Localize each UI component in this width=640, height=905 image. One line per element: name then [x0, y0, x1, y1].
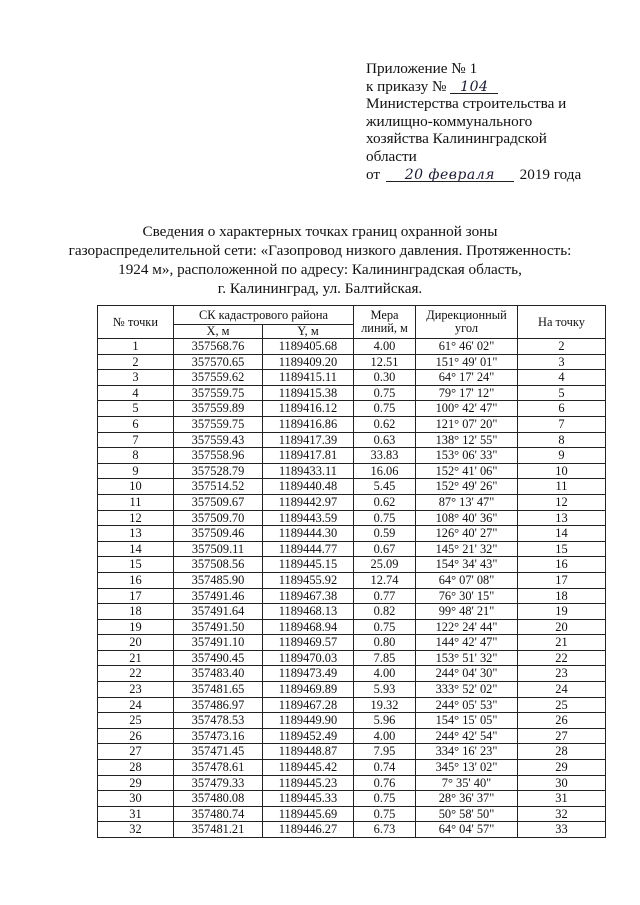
appendix-header — [366, 60, 636, 183]
length-cell: 12.51 — [354, 354, 416, 370]
y-cell: 1189446.27 — [263, 822, 354, 838]
angle-cell: 153° 51' 32" — [416, 650, 518, 666]
y-cell: 1189409.20 — [263, 354, 354, 370]
y-cell: 1189440.48 — [263, 479, 354, 495]
point-cell: 15 — [98, 557, 174, 573]
header-y: Y, м — [263, 325, 354, 339]
ministry-line-1: Министерства строительства и — [366, 95, 567, 113]
order-date-handwritten: 20 февраля — [404, 166, 495, 183]
length-cell: 0.63 — [354, 432, 416, 448]
angle-cell: 64° 07' 08" — [416, 572, 518, 588]
length-cell: 4.00 — [354, 728, 416, 744]
y-cell: 1189445.15 — [263, 557, 354, 573]
length-cell: 6.73 — [354, 822, 416, 838]
x-cell: 357480.08 — [174, 791, 263, 807]
to-point-cell: 29 — [518, 760, 606, 776]
length-cell: 16.06 — [354, 463, 416, 479]
point-cell: 31 — [98, 806, 174, 822]
y-cell: 1189468.13 — [263, 604, 354, 620]
title-line-1: Сведения о характерных точках границ охранной зоны — [142, 223, 498, 240]
x-cell: 357508.56 — [174, 557, 263, 573]
point-cell: 1 — [98, 339, 174, 355]
angle-cell: 108° 40' 36" — [416, 510, 518, 526]
table-row — [98, 822, 606, 838]
header-line-length-l1: Мера — [370, 308, 399, 322]
x-cell: 357486.97 — [174, 697, 263, 713]
length-cell: 4.00 — [354, 666, 416, 682]
table-row — [98, 713, 606, 729]
to-point-cell: 25 — [518, 697, 606, 713]
table-row — [98, 448, 606, 464]
date-suffix: 2019 года — [519, 165, 582, 183]
x-cell: 357559.75 — [174, 416, 263, 432]
x-cell: 357528.79 — [174, 463, 263, 479]
angle-cell: 87° 13' 47" — [416, 494, 518, 510]
to-point-cell: 24 — [518, 682, 606, 698]
appendix-title: Приложение № 1 — [366, 60, 478, 77]
y-cell: 1189417.81 — [263, 448, 354, 464]
to-point-cell: 31 — [518, 791, 606, 807]
to-point-cell: 17 — [518, 572, 606, 588]
point-cell: 22 — [98, 666, 174, 682]
header-direction-angle-l2: угол — [454, 321, 479, 335]
point-cell: 20 — [98, 635, 174, 651]
table-row — [98, 354, 606, 370]
document-title — [40, 222, 600, 298]
header-x: X, м — [174, 325, 263, 339]
to-point-cell: 27 — [518, 728, 606, 744]
y-cell: 1189416.86 — [263, 416, 354, 432]
to-point-cell: 26 — [518, 713, 606, 729]
angle-cell: 100° 42' 47" — [416, 401, 518, 417]
x-cell: 357509.11 — [174, 541, 263, 557]
y-cell: 1189452.49 — [263, 728, 354, 744]
x-cell: 357481.65 — [174, 682, 263, 698]
table-row — [98, 650, 606, 666]
length-cell: 25.09 — [354, 557, 416, 573]
to-point-cell: 9 — [518, 448, 606, 464]
y-cell: 1189468.94 — [263, 619, 354, 635]
x-cell: 357559.75 — [174, 385, 263, 401]
table-row — [98, 526, 606, 542]
table-row — [98, 385, 606, 401]
header-line-length-l2: линий, м — [361, 321, 408, 335]
angle-cell: 151° 49' 01" — [416, 354, 518, 370]
length-cell: 5.96 — [354, 713, 416, 729]
to-point-cell: 28 — [518, 744, 606, 760]
table-row — [98, 744, 606, 760]
y-cell: 1189473.49 — [263, 666, 354, 682]
point-cell: 21 — [98, 650, 174, 666]
ministry-line-2: жилищно-коммунального — [366, 112, 533, 130]
angle-cell: 79° 17' 12" — [416, 385, 518, 401]
angle-cell: 154° 34' 43" — [416, 557, 518, 573]
to-point-cell: 30 — [518, 775, 606, 791]
angle-cell: 76° 30' 15" — [416, 588, 518, 604]
y-cell: 1189445.23 — [263, 775, 354, 791]
y-cell: 1189433.11 — [263, 463, 354, 479]
header-direction-angle — [416, 306, 518, 339]
x-cell: 357491.46 — [174, 588, 263, 604]
point-cell: 29 — [98, 775, 174, 791]
table-row — [98, 463, 606, 479]
order-number-handwritten: 104 — [460, 78, 489, 95]
to-point-cell: 21 — [518, 635, 606, 651]
y-cell: 1189445.69 — [263, 806, 354, 822]
x-cell: 357473.16 — [174, 728, 263, 744]
point-cell: 16 — [98, 572, 174, 588]
table-row — [98, 339, 606, 355]
order-date-field — [386, 166, 514, 182]
order-date-line — [366, 166, 636, 184]
y-cell: 1189444.77 — [263, 541, 354, 557]
header-line-length — [354, 306, 416, 339]
points-table — [97, 305, 606, 838]
angle-cell: 244° 42' 54" — [416, 728, 518, 744]
point-cell: 27 — [98, 744, 174, 760]
to-point-cell: 32 — [518, 806, 606, 822]
angle-cell: 152° 49' 26" — [416, 479, 518, 495]
angle-cell: 244° 05' 53" — [416, 697, 518, 713]
y-cell: 1189405.68 — [263, 339, 354, 355]
point-cell: 28 — [98, 760, 174, 776]
table-row — [98, 728, 606, 744]
x-cell: 357491.10 — [174, 635, 263, 651]
y-cell: 1189467.28 — [263, 697, 354, 713]
table-row — [98, 775, 606, 791]
point-cell: 26 — [98, 728, 174, 744]
point-cell: 32 — [98, 822, 174, 838]
y-cell: 1189445.33 — [263, 791, 354, 807]
table-row — [98, 370, 606, 386]
title-line-3: 1924 м», расположенной по адресу: Калининградская область, — [118, 261, 522, 278]
x-cell: 357480.74 — [174, 806, 263, 822]
angle-cell: 152° 41' 06" — [416, 463, 518, 479]
x-cell: 357568.76 — [174, 339, 263, 355]
angle-cell: 126° 40' 27" — [416, 526, 518, 542]
to-point-cell: 19 — [518, 604, 606, 620]
angle-cell: 7° 35' 40" — [416, 775, 518, 791]
length-cell: 5.93 — [354, 682, 416, 698]
y-cell: 1189443.59 — [263, 510, 354, 526]
table-body — [98, 339, 606, 838]
x-cell: 357509.46 — [174, 526, 263, 542]
length-cell: 0.76 — [354, 775, 416, 791]
length-cell: 7.85 — [354, 650, 416, 666]
table-row — [98, 760, 606, 776]
angle-cell: 121° 07' 20" — [416, 416, 518, 432]
to-point-cell: 11 — [518, 479, 606, 495]
table-row — [98, 479, 606, 495]
header-to-point: На точку — [518, 306, 606, 339]
angle-cell: 61° 46' 02" — [416, 339, 518, 355]
x-cell: 357481.21 — [174, 822, 263, 838]
to-point-cell: 14 — [518, 526, 606, 542]
table-row — [98, 541, 606, 557]
y-cell: 1189442.97 — [263, 494, 354, 510]
point-cell: 11 — [98, 494, 174, 510]
length-cell: 0.75 — [354, 385, 416, 401]
angle-cell: 122° 24' 44" — [416, 619, 518, 635]
x-cell: 357485.90 — [174, 572, 263, 588]
title-line-4: г. Калининград, ул. Балтийская. — [217, 280, 423, 297]
angle-cell: 64° 04' 57" — [416, 822, 518, 838]
header-direction-angle-l1: Дирекционный — [426, 308, 507, 322]
table-row — [98, 432, 606, 448]
point-cell: 3 — [98, 370, 174, 386]
point-cell: 2 — [98, 354, 174, 370]
length-cell: 0.74 — [354, 760, 416, 776]
y-cell: 1189469.89 — [263, 682, 354, 698]
x-cell: 357509.70 — [174, 510, 263, 526]
length-cell: 0.75 — [354, 401, 416, 417]
to-point-cell: 20 — [518, 619, 606, 635]
table-row — [98, 697, 606, 713]
to-point-cell: 18 — [518, 588, 606, 604]
point-cell: 14 — [98, 541, 174, 557]
length-cell: 0.75 — [354, 510, 416, 526]
x-cell: 357491.50 — [174, 619, 263, 635]
to-point-cell: 12 — [518, 494, 606, 510]
angle-cell: 28° 36' 37" — [416, 791, 518, 807]
x-cell: 357478.61 — [174, 760, 263, 776]
y-cell: 1189455.92 — [263, 572, 354, 588]
order-number-field — [450, 78, 498, 94]
x-cell: 357559.43 — [174, 432, 263, 448]
y-cell: 1189416.12 — [263, 401, 354, 417]
table-row — [98, 588, 606, 604]
point-cell: 24 — [98, 697, 174, 713]
y-cell: 1189415.38 — [263, 385, 354, 401]
y-cell: 1189449.90 — [263, 713, 354, 729]
to-point-cell: 3 — [518, 354, 606, 370]
length-cell: 0.77 — [354, 588, 416, 604]
y-cell: 1189444.30 — [263, 526, 354, 542]
length-cell: 0.82 — [354, 604, 416, 620]
angle-cell: 64° 17' 24" — [416, 370, 518, 386]
order-number-line — [366, 78, 636, 96]
header-sk: СК кадастрового района — [174, 306, 354, 325]
table-header — [98, 306, 606, 339]
point-cell: 23 — [98, 682, 174, 698]
to-point-cell: 5 — [518, 385, 606, 401]
to-point-cell: 22 — [518, 650, 606, 666]
x-cell: 357483.40 — [174, 666, 263, 682]
to-point-cell: 10 — [518, 463, 606, 479]
angle-cell: 345° 13' 02" — [416, 760, 518, 776]
length-cell: 33.83 — [354, 448, 416, 464]
order-prefix: к приказу № — [366, 77, 447, 95]
ministry-line-4: области — [366, 147, 417, 165]
table-row — [98, 604, 606, 620]
x-cell: 357570.65 — [174, 354, 263, 370]
x-cell: 357471.45 — [174, 744, 263, 760]
to-point-cell: 4 — [518, 370, 606, 386]
point-cell: 25 — [98, 713, 174, 729]
length-cell: 0.75 — [354, 806, 416, 822]
angle-cell: 99° 48' 21" — [416, 604, 518, 620]
x-cell: 357559.89 — [174, 401, 263, 417]
table-row — [98, 791, 606, 807]
point-cell: 5 — [98, 401, 174, 417]
y-cell: 1189470.03 — [263, 650, 354, 666]
header-point-number: № точки — [98, 306, 174, 339]
length-cell: 0.75 — [354, 791, 416, 807]
to-point-cell: 8 — [518, 432, 606, 448]
angle-cell: 333° 52' 02" — [416, 682, 518, 698]
y-cell: 1189415.11 — [263, 370, 354, 386]
table-row — [98, 494, 606, 510]
y-cell: 1189445.42 — [263, 760, 354, 776]
angle-cell: 154° 15' 05" — [416, 713, 518, 729]
point-cell: 18 — [98, 604, 174, 620]
to-point-cell: 6 — [518, 401, 606, 417]
length-cell: 0.62 — [354, 416, 416, 432]
date-prefix: от — [366, 165, 381, 183]
length-cell: 0.80 — [354, 635, 416, 651]
x-cell: 357490.45 — [174, 650, 263, 666]
point-cell: 10 — [98, 479, 174, 495]
to-point-cell: 33 — [518, 822, 606, 838]
table-row — [98, 416, 606, 432]
ministry-line-3: хозяйства Калининградской — [366, 130, 547, 148]
length-cell: 0.30 — [354, 370, 416, 386]
x-cell: 357514.52 — [174, 479, 263, 495]
length-cell: 12.74 — [354, 572, 416, 588]
point-cell: 4 — [98, 385, 174, 401]
angle-cell: 144° 42' 47" — [416, 635, 518, 651]
table-row — [98, 619, 606, 635]
angle-cell: 50° 58' 50" — [416, 806, 518, 822]
to-point-cell: 16 — [518, 557, 606, 573]
length-cell: 7.95 — [354, 744, 416, 760]
angle-cell: 244° 04' 30" — [416, 666, 518, 682]
length-cell: 19.32 — [354, 697, 416, 713]
y-cell: 1189469.57 — [263, 635, 354, 651]
y-cell: 1189467.38 — [263, 588, 354, 604]
length-cell: 0.75 — [354, 619, 416, 635]
point-cell: 30 — [98, 791, 174, 807]
title-line-2: газораспределительной сети: «Газопровод низкого давления. Протяженность: — [68, 242, 572, 259]
to-point-cell: 15 — [518, 541, 606, 557]
angle-cell: 153° 06' 33" — [416, 448, 518, 464]
point-cell: 8 — [98, 448, 174, 464]
y-cell: 1189417.39 — [263, 432, 354, 448]
to-point-cell: 13 — [518, 510, 606, 526]
angle-cell: 138° 12' 55" — [416, 432, 518, 448]
x-cell: 357491.64 — [174, 604, 263, 620]
table-row — [98, 635, 606, 651]
table-row — [98, 557, 606, 573]
angle-cell: 145° 21' 32" — [416, 541, 518, 557]
length-cell: 4.00 — [354, 339, 416, 355]
to-point-cell: 2 — [518, 339, 606, 355]
length-cell: 0.67 — [354, 541, 416, 557]
table-row — [98, 572, 606, 588]
x-cell: 357558.96 — [174, 448, 263, 464]
table-row — [98, 666, 606, 682]
point-cell: 9 — [98, 463, 174, 479]
to-point-cell: 23 — [518, 666, 606, 682]
point-cell: 7 — [98, 432, 174, 448]
length-cell: 0.62 — [354, 494, 416, 510]
length-cell: 0.59 — [354, 526, 416, 542]
x-cell: 357509.67 — [174, 494, 263, 510]
point-cell: 12 — [98, 510, 174, 526]
length-cell: 5.45 — [354, 479, 416, 495]
y-cell: 1189448.87 — [263, 744, 354, 760]
point-cell: 19 — [98, 619, 174, 635]
point-cell: 13 — [98, 526, 174, 542]
to-point-cell: 7 — [518, 416, 606, 432]
table-row — [98, 401, 606, 417]
table-row — [98, 510, 606, 526]
point-cell: 6 — [98, 416, 174, 432]
x-cell: 357478.53 — [174, 713, 263, 729]
x-cell: 357479.33 — [174, 775, 263, 791]
x-cell: 357559.62 — [174, 370, 263, 386]
angle-cell: 334° 16' 23" — [416, 744, 518, 760]
table-row — [98, 682, 606, 698]
table-row — [98, 806, 606, 822]
point-cell: 17 — [98, 588, 174, 604]
